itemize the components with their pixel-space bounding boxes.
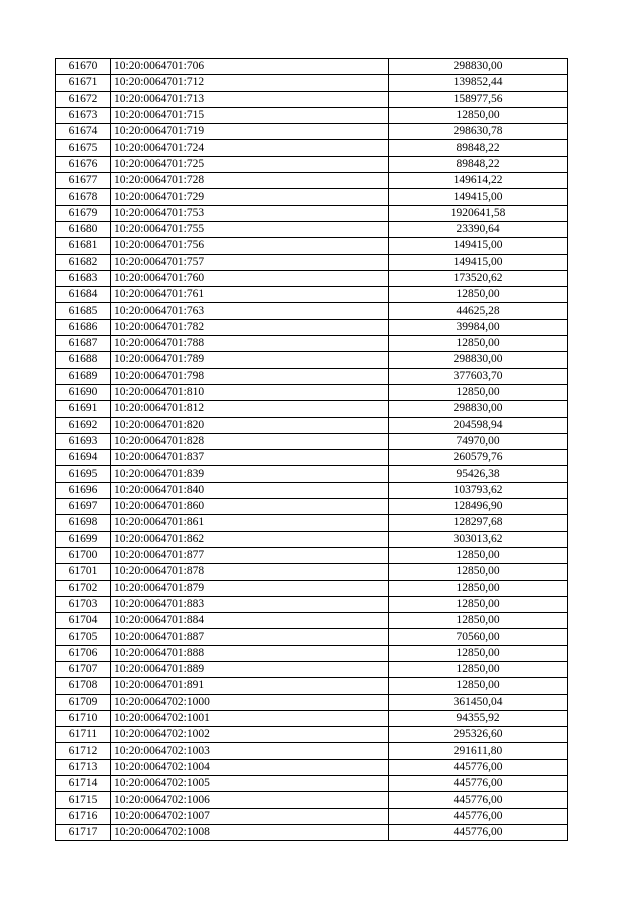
table-row (56, 759, 568, 775)
cadastral-number-cell: 10:20:0064701:729 (111, 189, 389, 205)
row-number-cell: 61680 (56, 221, 111, 237)
cadastral-number-cell: 10:20:0064701:782 (111, 319, 389, 335)
row-number-cell: 61713 (56, 759, 111, 775)
table-row (56, 270, 568, 286)
row-number-cell: 61683 (56, 270, 111, 286)
value-cell: 445776,00 (389, 759, 568, 775)
value-cell: 103793,62 (389, 482, 568, 498)
table-row (56, 776, 568, 792)
row-number-cell: 61716 (56, 808, 111, 824)
row-number-cell: 61670 (56, 59, 111, 75)
value-cell: 12850,00 (389, 336, 568, 352)
row-number-cell: 61691 (56, 401, 111, 417)
table-row (56, 661, 568, 677)
table-row (56, 75, 568, 91)
cadastral-number-cell: 10:20:0064701:889 (111, 661, 389, 677)
row-number-cell: 61700 (56, 547, 111, 563)
table-row (56, 710, 568, 726)
cadastral-number-cell: 10:20:0064702:1005 (111, 776, 389, 792)
table-row (56, 303, 568, 319)
cadastral-number-cell: 10:20:0064701:757 (111, 254, 389, 270)
row-number-cell: 61693 (56, 433, 111, 449)
value-cell: 158977,56 (389, 91, 568, 107)
value-cell: 12850,00 (389, 678, 568, 694)
table-body (56, 59, 568, 841)
row-number-cell: 61695 (56, 466, 111, 482)
row-number-cell: 61699 (56, 531, 111, 547)
table-row (56, 580, 568, 596)
row-number-cell: 61698 (56, 515, 111, 531)
value-cell: 12850,00 (389, 384, 568, 400)
value-cell: 128297,68 (389, 515, 568, 531)
table-row (56, 613, 568, 629)
row-number-cell: 61674 (56, 124, 111, 140)
value-cell: 95426,38 (389, 466, 568, 482)
table-row (56, 694, 568, 710)
table-row (56, 287, 568, 303)
table-row (56, 156, 568, 172)
cadastral-number-cell: 10:20:0064701:789 (111, 352, 389, 368)
cadastral-number-cell: 10:20:0064701:713 (111, 91, 389, 107)
row-number-cell: 61696 (56, 482, 111, 498)
cadastral-number-cell: 10:20:0064701:878 (111, 564, 389, 580)
value-cell: 12850,00 (389, 287, 568, 303)
row-number-cell: 61715 (56, 792, 111, 808)
row-number-cell: 61712 (56, 743, 111, 759)
cadastral-number-cell: 10:20:0064701:753 (111, 205, 389, 221)
value-cell: 12850,00 (389, 564, 568, 580)
cadastral-number-cell: 10:20:0064701:820 (111, 417, 389, 433)
value-cell: 204598,94 (389, 417, 568, 433)
row-number-cell: 61706 (56, 645, 111, 661)
row-number-cell: 61704 (56, 613, 111, 629)
table-row (56, 368, 568, 384)
cadastral-number-cell: 10:20:0064701:887 (111, 629, 389, 645)
value-cell: 295326,60 (389, 727, 568, 743)
row-number-cell: 61701 (56, 564, 111, 580)
row-number-cell: 61686 (56, 319, 111, 335)
cadastral-number-cell: 10:20:0064701:888 (111, 645, 389, 661)
cadastral-number-cell: 10:20:0064701:719 (111, 124, 389, 140)
value-cell: 445776,00 (389, 808, 568, 824)
row-number-cell: 61678 (56, 189, 111, 205)
cadastral-number-cell: 10:20:0064702:1007 (111, 808, 389, 824)
row-number-cell: 61675 (56, 140, 111, 156)
table-row (56, 450, 568, 466)
row-number-cell: 61689 (56, 368, 111, 384)
cadastral-number-cell: 10:20:0064701:755 (111, 221, 389, 237)
row-number-cell: 61709 (56, 694, 111, 710)
cadastral-number-cell: 10:20:0064701:883 (111, 596, 389, 612)
cadastral-number-cell: 10:20:0064701:812 (111, 401, 389, 417)
cadastral-number-cell: 10:20:0064702:1002 (111, 727, 389, 743)
value-cell: 173520,62 (389, 270, 568, 286)
row-number-cell: 61694 (56, 450, 111, 466)
row-number-cell: 61677 (56, 173, 111, 189)
row-number-cell: 61692 (56, 417, 111, 433)
cadastral-number-cell: 10:20:0064701:810 (111, 384, 389, 400)
row-number-cell: 61672 (56, 91, 111, 107)
table-row (56, 124, 568, 140)
value-cell: 70560,00 (389, 629, 568, 645)
value-cell: 1920641,58 (389, 205, 568, 221)
table-row (56, 531, 568, 547)
cadastral-number-cell: 10:20:0064702:1006 (111, 792, 389, 808)
value-cell: 89848,22 (389, 156, 568, 172)
value-cell: 39984,00 (389, 319, 568, 335)
table-row (56, 547, 568, 563)
cadastral-number-cell: 10:20:0064701:884 (111, 613, 389, 629)
value-cell: 12850,00 (389, 547, 568, 563)
value-cell: 377603,70 (389, 368, 568, 384)
row-number-cell: 61673 (56, 107, 111, 123)
row-number-cell: 61676 (56, 156, 111, 172)
cadastral-number-cell: 10:20:0064701:839 (111, 466, 389, 482)
row-number-cell: 61708 (56, 678, 111, 694)
table-row (56, 596, 568, 612)
value-cell: 74970,00 (389, 433, 568, 449)
table-row (56, 727, 568, 743)
cadastral-number-cell: 10:20:0064702:1004 (111, 759, 389, 775)
cadastral-number-cell: 10:20:0064701:724 (111, 140, 389, 156)
value-cell: 149614,22 (389, 173, 568, 189)
value-cell: 445776,00 (389, 776, 568, 792)
cadastral-number-cell: 10:20:0064701:706 (111, 59, 389, 75)
row-number-cell: 61702 (56, 580, 111, 596)
table-row (56, 401, 568, 417)
table-row (56, 189, 568, 205)
row-number-cell: 61688 (56, 352, 111, 368)
cadastral-number-cell: 10:20:0064701:840 (111, 482, 389, 498)
cadastral-value-table (55, 58, 568, 841)
value-cell: 23390,64 (389, 221, 568, 237)
table-row (56, 140, 568, 156)
row-number-cell: 61703 (56, 596, 111, 612)
value-cell: 298630,78 (389, 124, 568, 140)
table-row (56, 336, 568, 352)
table-row (56, 629, 568, 645)
table-row (56, 824, 568, 840)
row-number-cell: 61671 (56, 75, 111, 91)
value-cell: 12850,00 (389, 107, 568, 123)
row-number-cell: 61684 (56, 287, 111, 303)
table-row (56, 792, 568, 808)
table-row (56, 564, 568, 580)
value-cell: 12850,00 (389, 596, 568, 612)
cadastral-number-cell: 10:20:0064701:788 (111, 336, 389, 352)
table-row (56, 238, 568, 254)
cadastral-number-cell: 10:20:0064701:798 (111, 368, 389, 384)
row-number-cell: 61685 (56, 303, 111, 319)
value-cell: 12850,00 (389, 580, 568, 596)
cadastral-number-cell: 10:20:0064701:760 (111, 270, 389, 286)
value-cell: 12850,00 (389, 645, 568, 661)
value-cell: 298830,00 (389, 352, 568, 368)
row-number-cell: 61697 (56, 499, 111, 515)
value-cell: 44625,28 (389, 303, 568, 319)
table-row (56, 515, 568, 531)
table-row (56, 352, 568, 368)
cadastral-number-cell: 10:20:0064701:712 (111, 75, 389, 91)
table-row (56, 678, 568, 694)
value-cell: 94355,92 (389, 710, 568, 726)
table-row (56, 173, 568, 189)
value-cell: 149415,00 (389, 189, 568, 205)
table-row (56, 221, 568, 237)
cadastral-number-cell: 10:20:0064701:861 (111, 515, 389, 531)
cadastral-number-cell: 10:20:0064701:763 (111, 303, 389, 319)
cadastral-number-cell: 10:20:0064701:891 (111, 678, 389, 694)
value-cell: 298830,00 (389, 59, 568, 75)
table-row (56, 59, 568, 75)
row-number-cell: 61682 (56, 254, 111, 270)
table-row (56, 743, 568, 759)
cadastral-number-cell: 10:20:0064701:715 (111, 107, 389, 123)
row-number-cell: 61687 (56, 336, 111, 352)
table-row (56, 808, 568, 824)
cadastral-number-cell: 10:20:0064702:1001 (111, 710, 389, 726)
row-number-cell: 61705 (56, 629, 111, 645)
row-number-cell: 61681 (56, 238, 111, 254)
row-number-cell: 61717 (56, 824, 111, 840)
cadastral-number-cell: 10:20:0064701:828 (111, 433, 389, 449)
cadastral-number-cell: 10:20:0064701:728 (111, 173, 389, 189)
value-cell: 291611,80 (389, 743, 568, 759)
cadastral-number-cell: 10:20:0064701:761 (111, 287, 389, 303)
table-row (56, 107, 568, 123)
value-cell: 149415,00 (389, 254, 568, 270)
value-cell: 298830,00 (389, 401, 568, 417)
table-row (56, 433, 568, 449)
value-cell: 445776,00 (389, 792, 568, 808)
cadastral-number-cell: 10:20:0064702:1000 (111, 694, 389, 710)
row-number-cell: 61679 (56, 205, 111, 221)
value-cell: 303013,62 (389, 531, 568, 547)
row-number-cell: 61690 (56, 384, 111, 400)
table-row (56, 205, 568, 221)
cadastral-number-cell: 10:20:0064702:1003 (111, 743, 389, 759)
value-cell: 260579,76 (389, 450, 568, 466)
cadastral-number-cell: 10:20:0064701:862 (111, 531, 389, 547)
value-cell: 149415,00 (389, 238, 568, 254)
cadastral-number-cell: 10:20:0064701:837 (111, 450, 389, 466)
cadastral-number-cell: 10:20:0064701:860 (111, 499, 389, 515)
value-cell: 361450,04 (389, 694, 568, 710)
value-cell: 89848,22 (389, 140, 568, 156)
value-cell: 12850,00 (389, 661, 568, 677)
table-row (56, 482, 568, 498)
row-number-cell: 61707 (56, 661, 111, 677)
cadastral-number-cell: 10:20:0064701:877 (111, 547, 389, 563)
row-number-cell: 61714 (56, 776, 111, 792)
table-row (56, 417, 568, 433)
value-cell: 139852,44 (389, 75, 568, 91)
cadastral-number-cell: 10:20:0064701:725 (111, 156, 389, 172)
table-row (56, 466, 568, 482)
cadastral-number-cell: 10:20:0064702:1008 (111, 824, 389, 840)
value-cell: 128496,90 (389, 499, 568, 515)
value-cell: 12850,00 (389, 613, 568, 629)
table-row (56, 319, 568, 335)
table-row (56, 645, 568, 661)
table-row (56, 384, 568, 400)
table-row (56, 254, 568, 270)
cadastral-number-cell: 10:20:0064701:879 (111, 580, 389, 596)
table-row (56, 499, 568, 515)
value-cell: 445776,00 (389, 824, 568, 840)
table-row (56, 91, 568, 107)
row-number-cell: 61711 (56, 727, 111, 743)
row-number-cell: 61710 (56, 710, 111, 726)
cadastral-number-cell: 10:20:0064701:756 (111, 238, 389, 254)
